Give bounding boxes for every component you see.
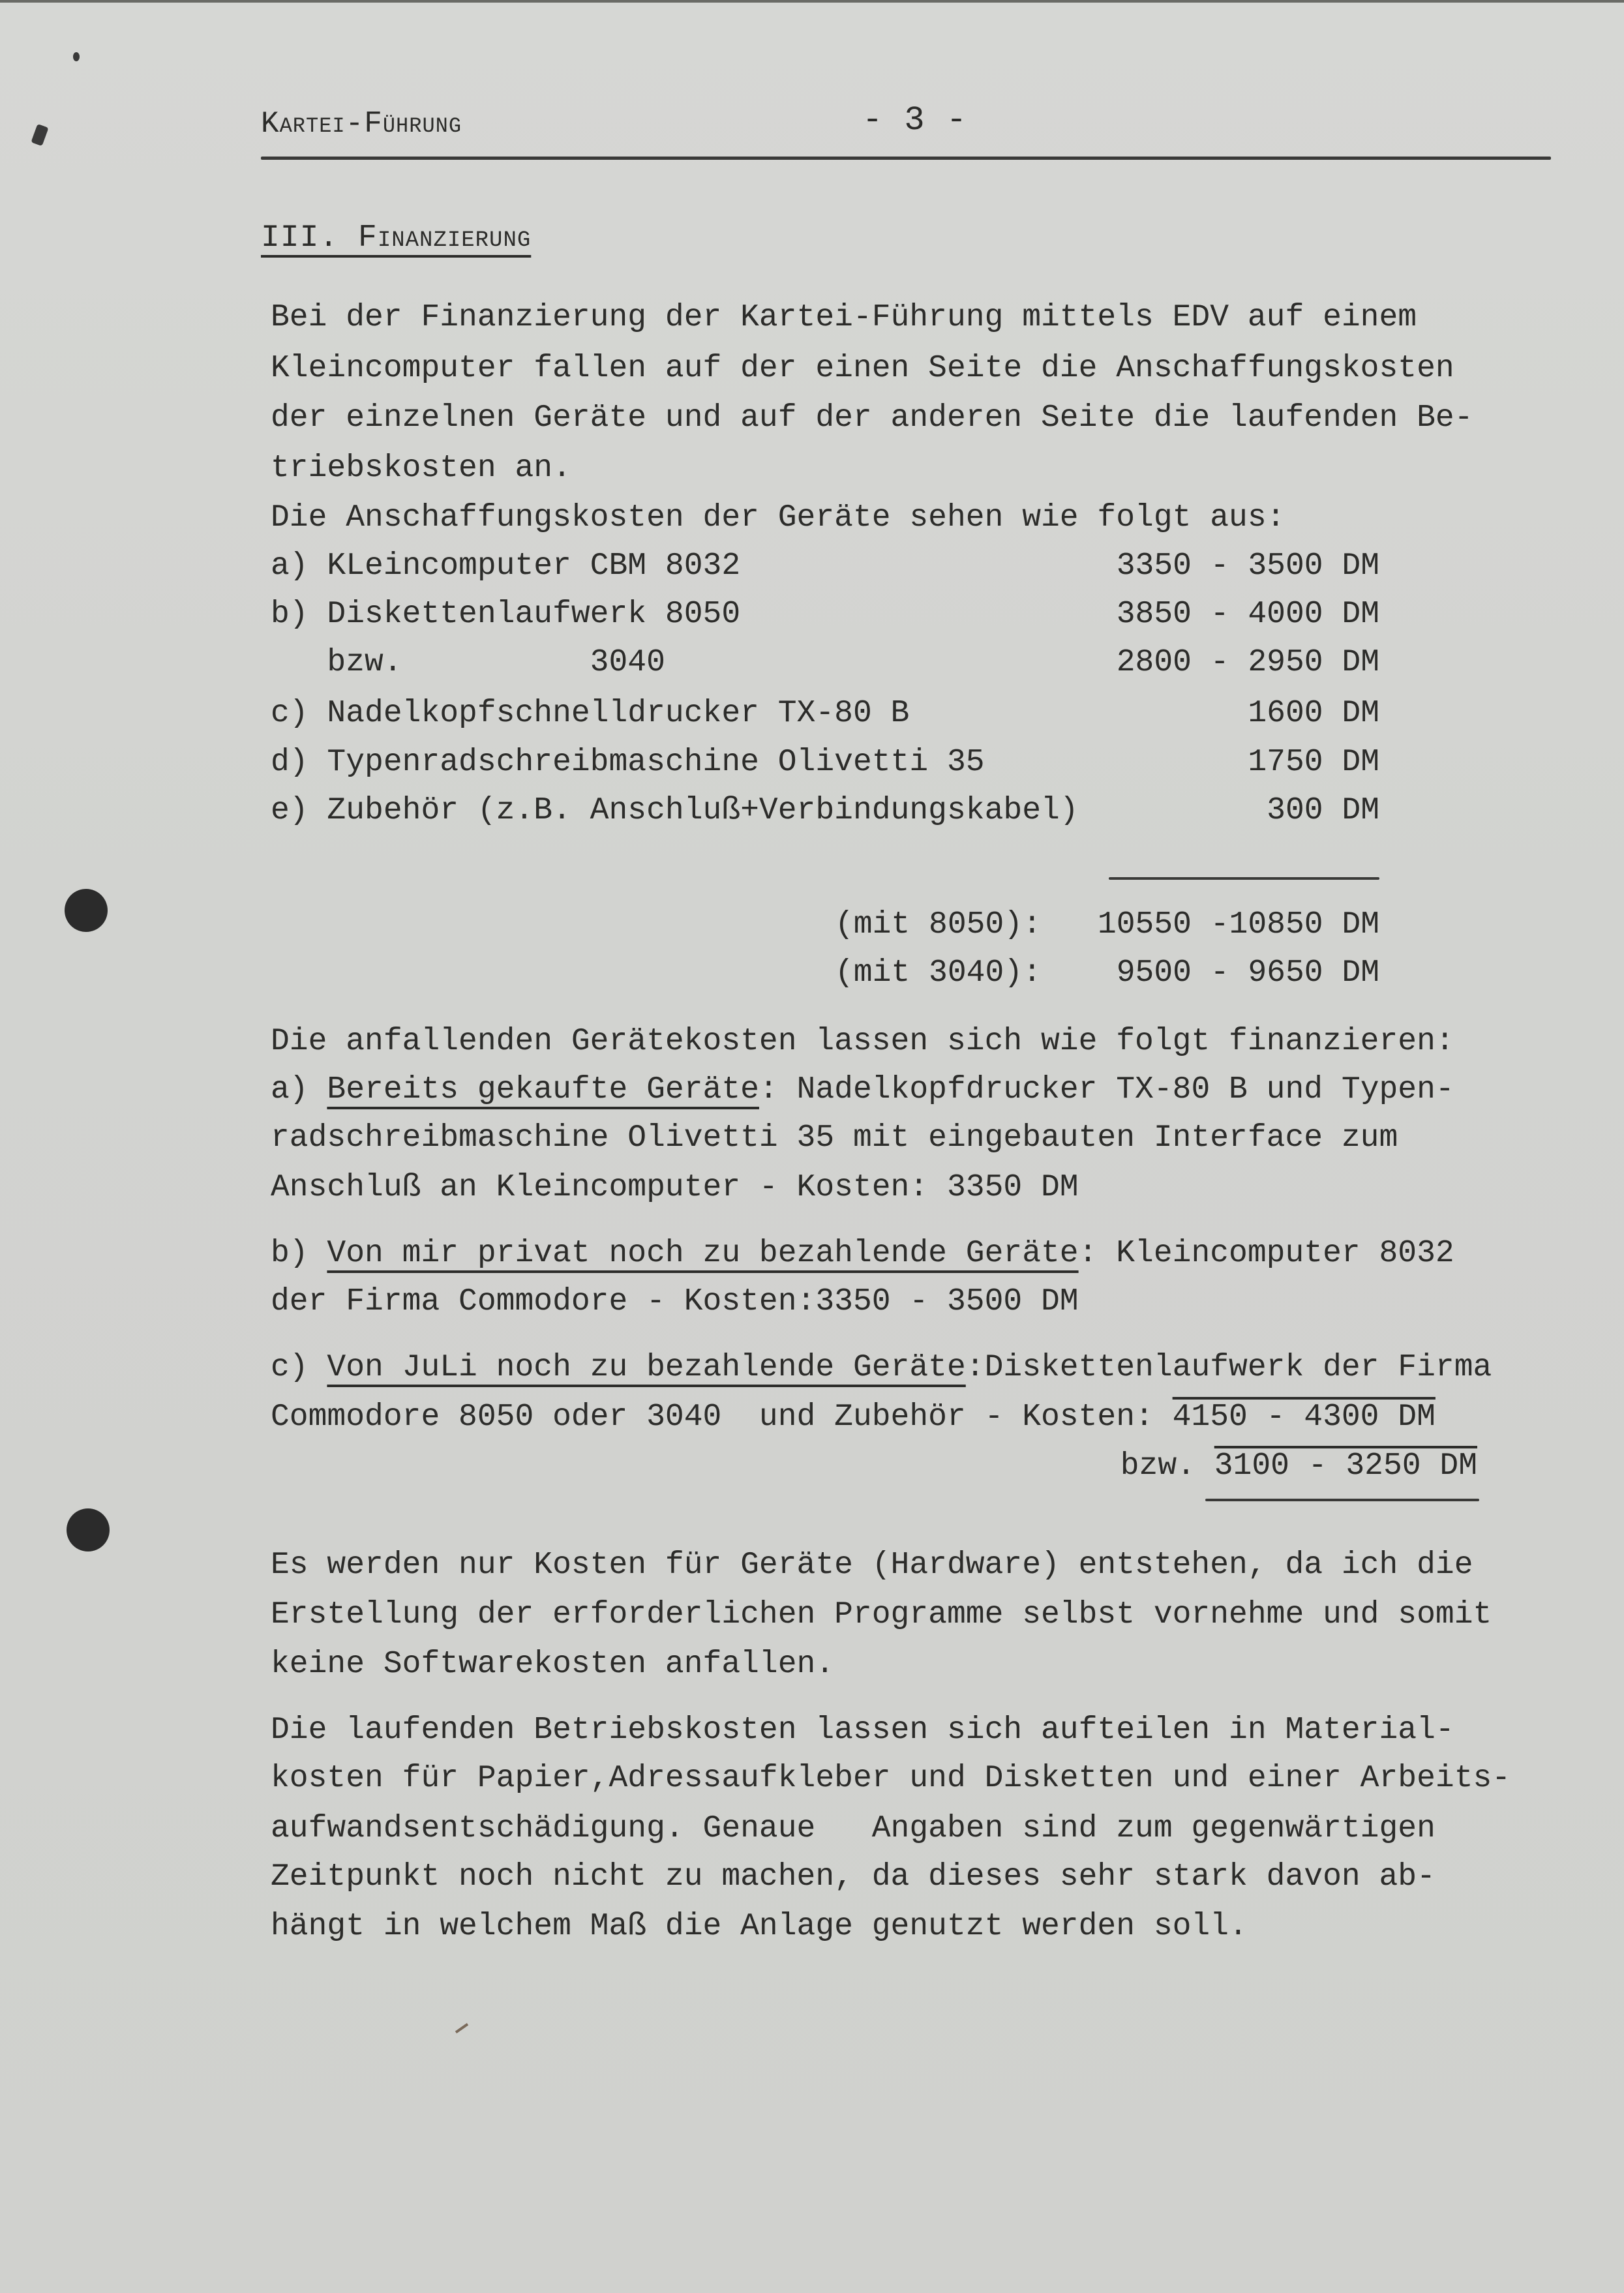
intro-line: Die Anschaffungskosten der Geräte sehen wie folgt aus: [271,500,1286,535]
cost-item-amount: 300 DM [1267,793,1379,828]
sum-rule [1109,877,1379,880]
margin-mark [31,124,48,146]
intro-line: triebskosten an. [271,451,571,486]
financing-item-b-line: der Firma Commodore - Kosten:3350 - 3500 DM [271,1284,1079,1319]
page-number: - 3 - [862,101,968,140]
item-text: bzw. [1120,1448,1214,1484]
punch-hole [67,1508,110,1551]
margin-mark [73,52,80,61]
financing-item-c-line [271,1398,1436,1437]
cost-overlined: 3100 - 3250 DM [1214,1448,1477,1484]
section-heading: III. Finanzierung [261,220,532,256]
cost-item-amount: 1750 DM [1248,745,1379,780]
cost-item-label: c) Nadelkopfschnelldrucker TX-80 B [271,696,910,731]
item-heading: Von JuLi noch zu bezahlende Geräte [327,1350,966,1385]
software-line: Erstellung der erforderlichen Programme selbst vornehme und somit [271,1597,1492,1632]
cost-rule [1205,1499,1479,1501]
item-heading: Von mir privat noch zu bezahlende Geräte [327,1236,1079,1271]
operating-line: hängt in welchem Maß die Anlage genutzt werden soll. [271,1909,1248,1944]
software-line: Es werden nur Kosten für Geräte (Hardware) entstehen, da ich die [271,1548,1473,1583]
cost-item-label: e) Zubehör (z.B. Anschluß+Verbindungskabel) [271,793,1079,828]
stray-mark [455,2023,468,2033]
financing-item-a [271,1070,1454,1109]
total-label: (mit 3040): [835,955,1042,991]
financing-item-c-alt [1120,1446,1477,1486]
page-top-edge [0,0,1624,3]
item-prefix: b) [271,1236,327,1271]
financing-intro: Die anfallenden Gerätekosten lassen sich wie folgt finanzieren: [271,1024,1454,1059]
item-text: :Diskettenlaufwerk der Firma [965,1350,1492,1385]
total-amount: 9500 - 9650 DM [1116,955,1379,991]
running-header-title: Kartei-Führung [261,107,462,141]
cost-item-amount: 2800 - 2950 DM [1116,645,1379,680]
financing-item-c [271,1348,1492,1387]
operating-line: kosten für Papier,Adressaufkleber und Disketten und einer Arbeits- [271,1761,1511,1796]
item-text: : Nadelkopfdrucker TX-80 B und Typen- [759,1072,1454,1107]
operating-line: aufwandsentschädigung. Genaue Angaben sind zum gegenwärtigen [271,1811,1436,1846]
item-prefix: c) [271,1350,327,1385]
punch-hole [65,889,108,932]
cost-item-label: a) KLeincomputer CBM 8032 [271,548,741,584]
cost-item-amount: 1600 DM [1248,696,1379,731]
total-amount: 10550 -10850 DM [1097,907,1379,942]
cost-item-label: d) Typenradschreibmaschine Olivetti 35 [271,745,985,780]
cost-item-amount: 3350 - 3500 DM [1116,548,1379,584]
cost-item-label: bzw. 3040 [271,645,665,680]
header-rule [261,157,1551,160]
item-heading: Bereits gekaufte Geräte [327,1072,759,1107]
item-text: Commodore 8050 oder 3040 und Zubehör - Kosten: [271,1400,1173,1435]
intro-line: der einzelnen Geräte und auf der anderen Seite die laufenden Be- [271,400,1473,436]
software-line: keine Softwarekosten anfallen. [271,1647,835,1682]
cost-overlined: 4150 - 4300 DM [1172,1400,1436,1435]
intro-line: Bei der Finanzierung der Kartei-Führung mittels EDV auf einem [271,300,1417,335]
item-text: : Kleincomputer 8032 [1078,1236,1454,1271]
intro-line: Kleincomputer fallen auf der einen Seite die Anschaffungskosten [271,351,1454,386]
financing-item-a-line: Anschluß an Kleincomputer - Kosten: 3350 DM [271,1170,1079,1205]
financing-item-a-line: radschreibmaschine Olivetti 35 mit eingebauten Interface zum [271,1120,1398,1156]
operating-line: Zeitpunkt noch nicht zu machen, da dieses sehr stark davon ab- [271,1859,1436,1895]
cost-item-label: b) Diskettenlaufwerk 8050 [271,597,741,632]
cost-item-amount: 3850 - 4000 DM [1116,597,1379,632]
operating-line: Die laufenden Betriebskosten lassen sich aufteilen in Material- [271,1713,1454,1748]
item-prefix: a) [271,1072,327,1107]
financing-item-b [271,1234,1454,1273]
total-label: (mit 8050): [835,907,1042,942]
